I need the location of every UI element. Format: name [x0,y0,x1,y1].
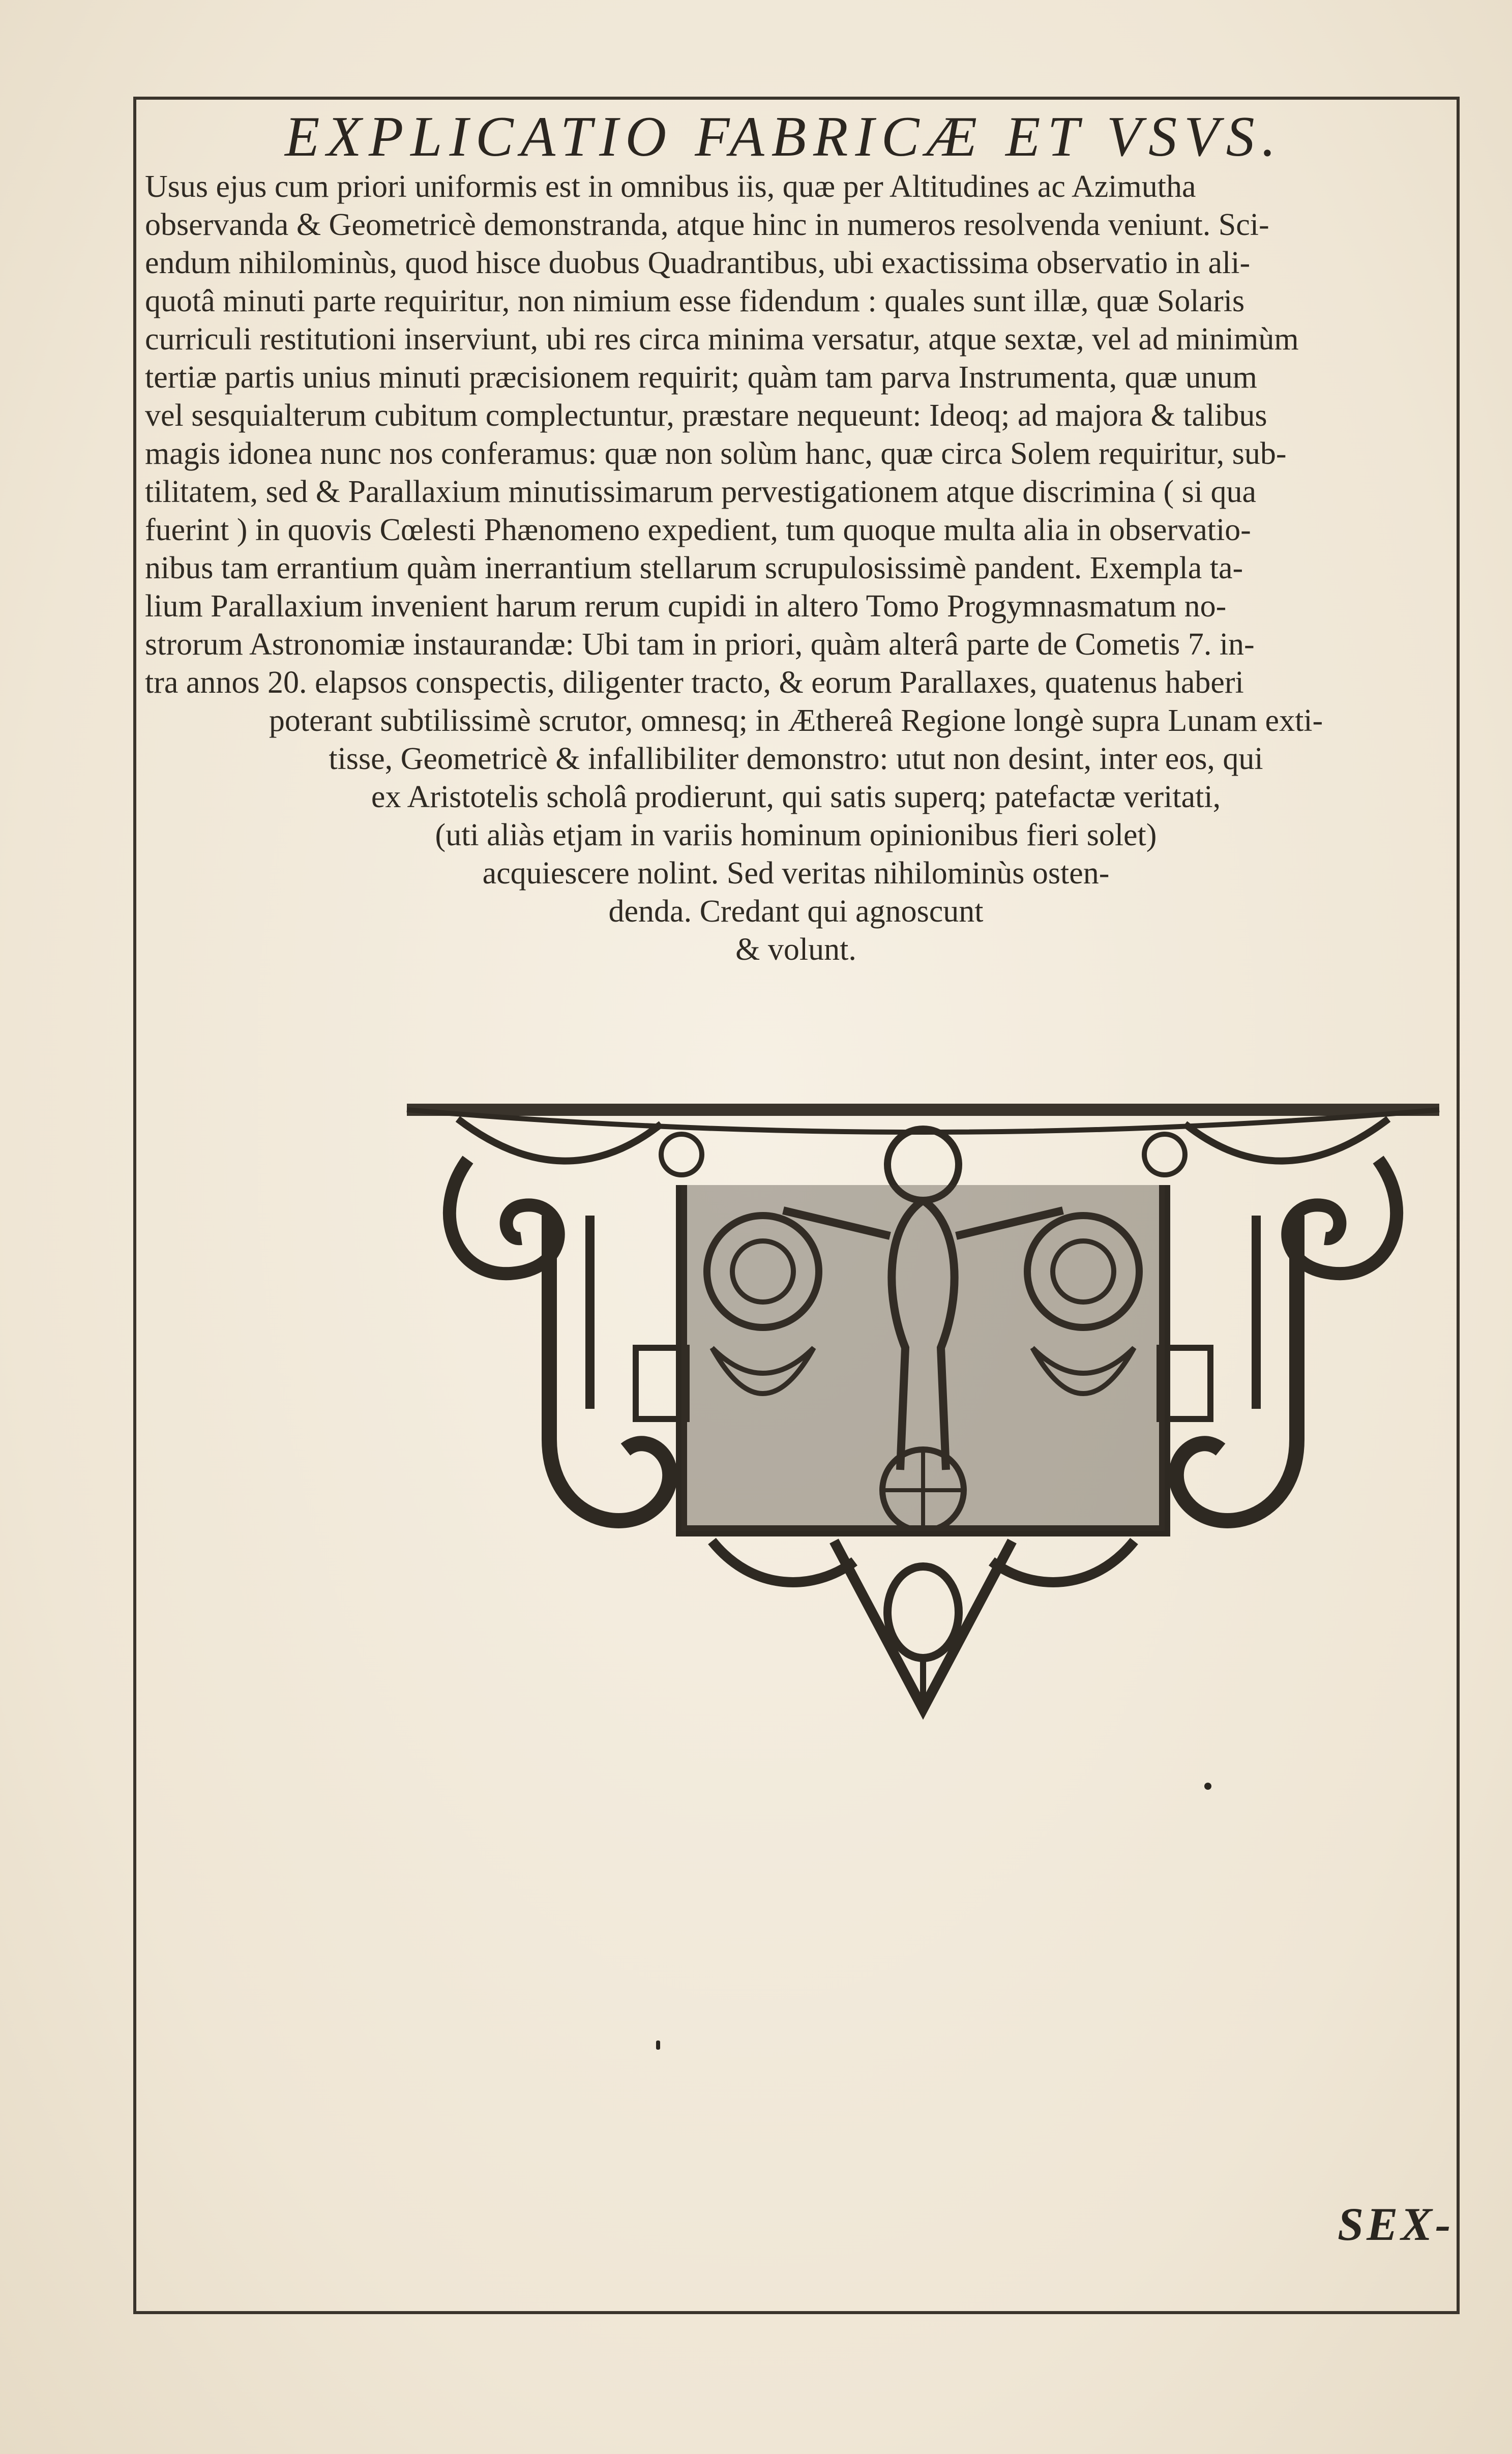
catchword: SEX- [1338,2198,1454,2250]
text-line: vel sesquialterum cubitum complectuntur, præstare nequeunt: Ideoq; ad majora & talibus [145,398,1267,433]
page-title: EXPLICATIO FABRICÆ ET VSVS. [285,105,1283,168]
text-line-centered: acquiescere nolint. Sed veritas nihilominùs osten- [482,856,1110,891]
text-line: nibus tam errantium quàm inerrantium stellarum scrupulosissimè pandent. Exempla ta- [145,551,1243,585]
text-line: magis idonea nunc nos conferamus: quæ non solùm hanc, quæ circa Solem requiritur, sub- [145,436,1287,471]
text-line: fuerint ) in quovis Cœlesti Phænomeno expedient, tum quoque multa alia in observatio- [145,513,1251,547]
text-line: quotâ minuti parte requiritur, non nimium esse fidendum : quales sunt illæ, quæ Solaris [145,284,1245,318]
text-line: tilitatem, sed & Parallaxium minutissimarum pervestigationem atque discrimina ( si qua [145,475,1257,509]
text-line-centered: ex Aristotelis scholâ prodierunt, qui satis superq; patefactæ veritati, [371,780,1221,814]
text-line: strorum Astronomiæ instaurandæ: Ubi tam in priori, quàm alterâ parte de Cometis 7. in- [145,627,1255,662]
text-line: endum nihilominùs, quod hisce duobus Quadrantibus, ubi exactissima observatio in ali- [145,246,1251,280]
text-line: Usus ejus cum priori uniformis est in omnibus iis, quæ per Altitudines ac Azimutha [145,169,1196,204]
text-line-centered: (uti aliàs etjam in variis hominum opinionibus fieri solet) [435,818,1157,852]
text-line: tra annos 20. elapsos conspectis, diligenter tracto, & eorum Parallaxes, quatenus haberi [145,665,1244,700]
printer-mark [656,2041,660,2050]
text-line-centered: tisse, Geometricè & infallibiliter demonstro: utut non desint, inter eos, qui [329,742,1263,776]
woodcut-ornament [397,1083,1449,1724]
text-line-centered: denda. Credant qui agnoscunt [608,894,984,929]
text-line: tertiæ partis unius minuti præcisionem requirit; quàm tam parva Instrumenta, quæ unum [145,360,1257,395]
text-line: lium Parallaxium invenient harum rerum cupidi in altero Tomo Progymnasmatum no- [145,589,1227,624]
text-line-centered: poterant subtilissimè scrutor, omnesq; in Æthereâ Regione longè supra Lunam exti- [269,703,1323,738]
body-text [145,168,1447,969]
text-line-centered: & volunt. [735,932,856,967]
printer-mark [1204,1783,1211,1790]
text-line: curriculi restitutioni inserviunt, ubi res circa minima versatur, atque sextæ, vel ad minimùm [145,322,1299,357]
text-line: observanda & Geometricè demonstranda, atque hinc in numeros resolvenda veniunt. Sci- [145,208,1269,242]
